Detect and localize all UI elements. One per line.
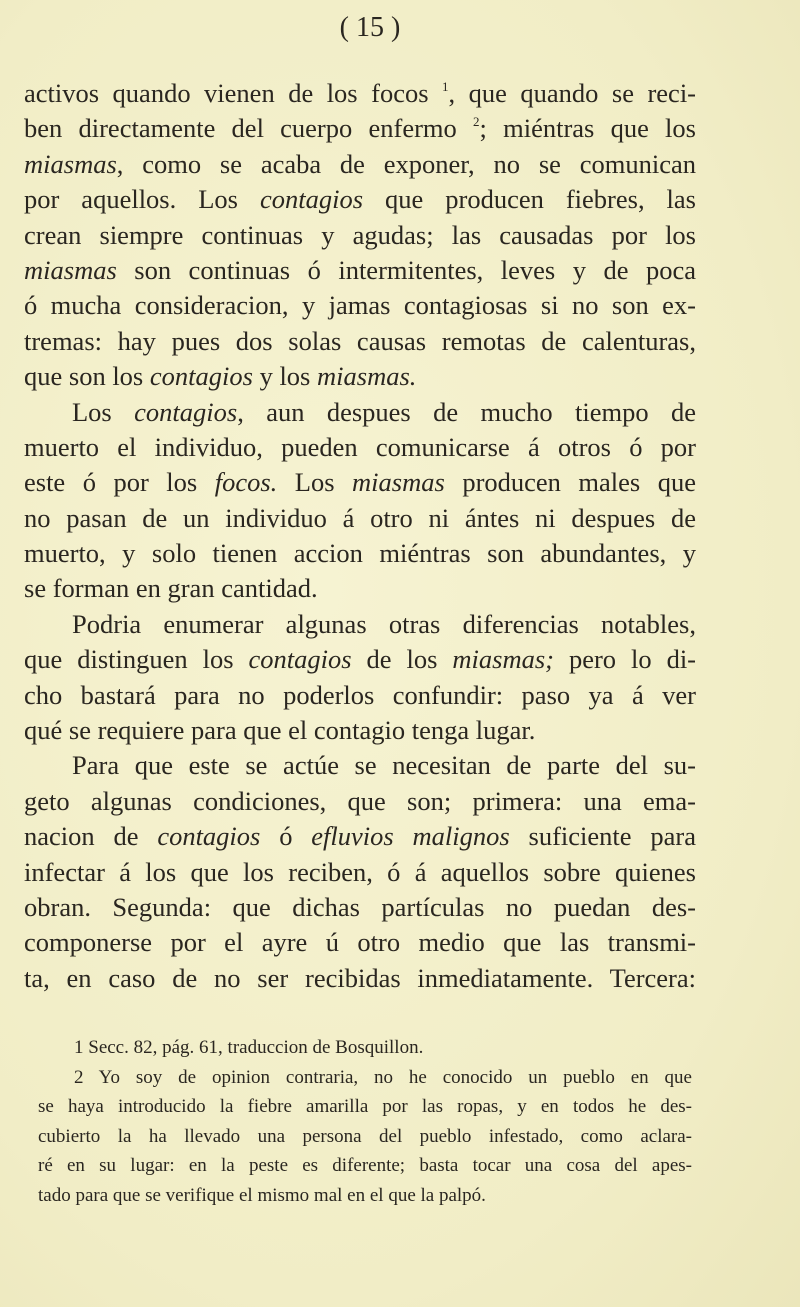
text-span: Los	[277, 467, 353, 498]
text-span: que producen fiebres, las	[363, 184, 696, 215]
footnote-marker: 2	[473, 114, 480, 130]
text-span: Para que este se actúe se necesitan de parte del su-	[72, 750, 696, 781]
text-line	[24, 359, 696, 394]
footnote-line	[38, 1151, 692, 1181]
text-line	[24, 713, 696, 748]
text-span: 1 Secc. 82, pág. 61, traduccion de Bosquillon.	[74, 1037, 424, 1058]
text-span: ; miéntras que los	[479, 113, 696, 144]
footnote-line	[38, 1092, 692, 1122]
text-span: Podria enumerar algunas otras diferencias notables,	[72, 608, 696, 639]
text-line	[24, 111, 696, 146]
footnote-line	[38, 1181, 692, 1211]
text-line	[24, 253, 696, 288]
italic-term: miasmas;	[452, 644, 554, 675]
text-line	[24, 571, 696, 606]
text-span: activos quando vienen de los focos	[24, 78, 443, 108]
footnote-line	[38, 1033, 692, 1063]
page-number: ( 15 )	[339, 12, 401, 43]
italic-term: miasmas	[352, 467, 445, 498]
text-line	[24, 890, 696, 925]
text-line	[24, 430, 696, 465]
text-line	[24, 855, 696, 890]
text-span: este ó por los	[24, 467, 215, 498]
italic-term: miasmas	[24, 254, 117, 285]
italic-term: contagios	[259, 184, 364, 215]
text-line	[24, 678, 696, 713]
text-line	[24, 748, 696, 783]
text-line	[24, 784, 696, 819]
italic-term: contagios	[248, 644, 352, 675]
text-span: cho bastará para no poderlos confundir: paso ya á ver	[24, 679, 696, 710]
text-span: que distinguen los	[24, 644, 249, 675]
text-line	[24, 536, 696, 571]
text-span: muerto, y solo tienen accion miéntras son abundantes, y	[24, 538, 696, 569]
text-span: de los	[351, 644, 453, 675]
text-span: tremas: hay pues dos solas causas remotas de calenturas,	[24, 325, 696, 356]
text-span: Los	[72, 396, 135, 427]
text-line	[24, 324, 696, 359]
text-span: geto algunas condiciones, que son; primera: una ema-	[24, 785, 696, 816]
italic-term: contagios	[157, 821, 261, 852]
text-span: cubierto la ha llevado una persona del pueblo infestado, como aclara-	[38, 1125, 692, 1147]
text-span: pero lo di-	[553, 644, 697, 675]
italic-term: contagios	[149, 361, 253, 392]
text-span: obran. Segunda: que dichas partículas no puedan des-	[24, 891, 696, 922]
text-span: , que quando se reci-	[448, 78, 697, 108]
text-span: nacion de	[24, 821, 158, 852]
italic-term: focos.	[214, 467, 278, 498]
text-span: no pasan de un individuo á otro ni ántes ni despues de	[24, 502, 696, 533]
text-span: crean siempre continuas y agudas; las causadas por los	[24, 219, 696, 250]
text-span: ó mucha consideracion, y jamas contagiosas si no son ex-	[24, 290, 696, 321]
text-span: ben directamente del cuerpo enfermo	[24, 113, 473, 144]
footnote-line	[38, 1122, 692, 1152]
text-span: son continuas ó intermitentes, leves y de poca	[116, 254, 696, 285]
footnote-line	[38, 1063, 692, 1093]
text-span: componerse por el ayre ú otro medio que las transmi-	[24, 927, 696, 958]
text-line	[24, 642, 696, 677]
text-span: suficiente para	[509, 821, 696, 852]
text-line	[24, 395, 696, 430]
text-span: ó	[260, 821, 312, 852]
text-span: que son los	[24, 361, 150, 392]
italic-term: miasmas.	[317, 361, 417, 392]
text-span: tado para que se verifique el mismo mal en el que la palpó.	[38, 1184, 486, 1206]
text-line	[24, 607, 696, 642]
italic-term: miasmas	[24, 148, 117, 179]
text-span: por aquellos. Los	[24, 184, 260, 215]
text-span: se forman en gran cantidad.	[24, 573, 318, 604]
italic-term: contagios	[134, 396, 238, 427]
text-line	[24, 147, 696, 182]
text-line	[24, 288, 696, 323]
text-line	[24, 465, 696, 500]
text-span: producen males que	[444, 467, 696, 498]
text-span: muerto el individuo, pueden comunicarse á otros ó por	[24, 431, 696, 462]
text-span: infectar á los que los reciben, ó á aquellos sobre quienes	[24, 856, 696, 887]
text-line	[24, 925, 696, 960]
text-span: , como se acaba de exponer, no se comunican	[116, 148, 696, 179]
text-span: 2 Yo soy de opinion contraria, no he conocido un pueblo en que	[74, 1066, 692, 1088]
text-line	[24, 961, 696, 996]
footnote-marker: 1	[442, 79, 449, 94]
footnotes	[38, 1033, 692, 1210]
text-line	[24, 182, 696, 217]
text-span: ré en su lugar: en la peste es diferente; basta tocar una cosa del apes-	[38, 1155, 692, 1176]
text-line	[24, 76, 696, 111]
text-line	[24, 218, 696, 253]
text-span: y los	[252, 361, 317, 392]
italic-term: efluvios malignos	[311, 821, 510, 852]
text-span: , aun despues de mucho tiempo de	[237, 396, 697, 427]
text-line	[24, 819, 696, 854]
body-text	[24, 76, 696, 996]
text-span: se haya introducido la fiebre amarilla por las ropas, y en todos he des-	[38, 1096, 692, 1117]
text-span: ta, en caso de no ser recibidas inmediatamente. Tercera:	[24, 962, 696, 993]
text-line	[24, 501, 696, 536]
text-span: qué se requiere para que el contagio tenga lugar.	[24, 715, 536, 746]
